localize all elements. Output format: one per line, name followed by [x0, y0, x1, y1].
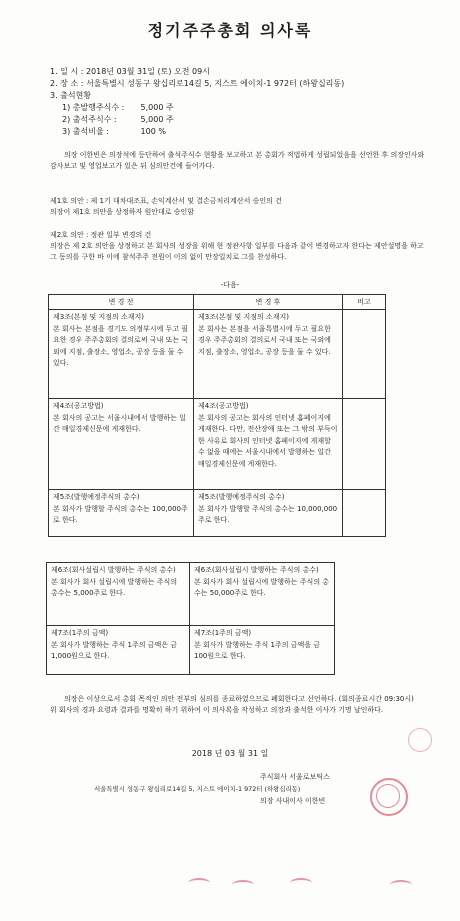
company-seal-inner-icon — [376, 784, 400, 808]
ratio-label: 3) 출석비율 : — [62, 127, 109, 136]
agenda-item-2: 제2호 의안 : 정관 일부 변경의 건 의장은 제 2호 의안을 상정하고 본 회사의 성장을 위해 현 정관사항 일부를 다음과 같이 변경하고자 한다는 제안설명을 하고 그 동의를 구한 바 이에 참석주주 전원이 이의 없이 만장일치로 그를 찬성하다. — [50, 231, 424, 262]
table-cell-before: 제3조(본점 및 지점의 소재지) 본 회사는 본점을 경기도 의정부시에 두고 필요한 경우 주주총회의 결의로써 국내 또는 국외에 지점, 출장소, 영업소, 공장 등을 둘 수 있다. — [48, 309, 194, 399]
issued-label: 1) 총발행주식수 : — [62, 103, 125, 112]
agenda-item-1: 제1호 의안 : 제 1기 대차대조표, 손익계산서 및 결손금처리계산서 승인의 건 의장이 제1호 의안을 상정하자 원안대로 승인함 — [50, 197, 282, 217]
issued-value: 5,000 주 — [140, 103, 174, 112]
table-cell-before: 제6조(회사설립시 발행하는 주식의 총수) 본 회사가 회사 설립시에 발행하는 주식의 총수는 5,000주로 한다. — [46, 562, 190, 626]
stamp-fragment-icon — [290, 878, 312, 888]
meeting-place: 2. 장 소 : 서울특별시 성동구 왕십리로14길 5, 지스트 에이치-1 972터 (하왕십리동) — [50, 79, 345, 88]
table-cell-after: 제7조(1주의 금액) 본 회사가 발행하는 주식 1주의 금액을 금 100원으로 한다. — [189, 625, 335, 675]
stamp-fragment-icon — [232, 880, 254, 890]
document-title: 정기주주총회 의사록 — [147, 21, 313, 40]
issued-shares-row — [62, 102, 174, 114]
sign-date: 2018 년 03 월 31 일 — [191, 749, 269, 758]
seal-mark-icon — [408, 728, 432, 752]
attended-value: 5,000 주 — [140, 115, 174, 124]
meeting-date: 1. 일 시 : 2018년 03월 31일 (토) 오전 09시 — [50, 67, 210, 76]
table-cell-after: 제6조(회사설립시 발행하는 주식의 총수) 본 회사가 회사 설립시에 발행하는 주식의 총수는 50,000주로 한다. — [189, 562, 335, 626]
table-cell-note — [342, 398, 386, 490]
company-name: 주식회사 서울로보틱스 — [260, 773, 330, 781]
table-cell-before: 제5조(발행예정주식의 총수) 본 회사가 발행할 주식의 총수는 100,000주로 한다. — [48, 489, 194, 537]
attendance-heading: 3. 출석현황 — [50, 91, 92, 100]
next-marker: -다음- — [220, 281, 240, 289]
table-cell-note — [342, 489, 386, 537]
header-after: 변 경 후 — [193, 294, 343, 310]
table-cell-before: 제7조(1주의 금액) 본 회사가 발행하는 주식 1주의 금액은 금 1,000원으로 한다. — [46, 625, 190, 675]
table-cell-after: 제4조(공고방법) 본 회사의 공고는 회사의 인터넷 홈페이지에 게재한다. 다만, 전산장애 또는 그 밖의 부득이한 사유로 회사의 인터넷 홈페이지에 게재할 수 없을 때에는 서울시내에서 발행하는 일간 매일경제신문에 게재한다. — [193, 398, 343, 490]
ratio-value: 100 % — [140, 127, 166, 136]
opening-paragraph: 의장 이한빈은 의장석에 등단하여 출석주식수 현황을 보고하고 본 총회가 적법하게 성립되었음을 선언한 후 의장인사와 감사보고 및 영업보고가 있은 뒤 심의안건에 들어가다. — [50, 151, 425, 171]
attendance-ratio-row — [62, 126, 166, 138]
company-representative: 의장 사내이사 이한빈 — [260, 797, 326, 805]
table-cell-before: 제4조(공고방법) 본 회사의 공고는 서울시내에서 발행하는 일간 매일경제신문에 게재한다. — [48, 398, 194, 490]
attended-label: 2) 출석주식수 : — [62, 115, 117, 124]
attended-shares-row — [62, 114, 174, 126]
stamp-fragment-icon — [188, 878, 210, 888]
company-address: 서울특별시 성동구 왕십리로14길 5, 지스트 에이치-1 972터 (하왕십리동) — [94, 785, 301, 793]
table-cell-after: 제3조(본점 및 지점의 소재지) 본 회사는 본점을 서울특별시에 두고 필요한 경우 주주총회의 결의로서 국내 또는 국외에 지점, 출장소, 영업소, 공장 등을 둘 수 있다. — [193, 309, 343, 399]
closing-paragraph: 의장은 이상으로서 총회 목적인 의안 전부의 심의를 종료하였으므로 폐회한다고 선언하다. (회의종료시간 09:30시) 위 회사의 경과 요령과 결과를 명확히 하기 위하여 이 의사록을 작성하고 의장과 출석한 이사가 기명 날인하다. — [50, 695, 414, 715]
stamp-fragment-icon — [390, 880, 412, 890]
header-before: 변 경 전 — [48, 294, 194, 310]
table-cell-after: 제5조(발행예정주식의 총수) 본 회사가 발행할 주식의 총수는 10,000,000주로 한다. — [193, 489, 343, 537]
header-note: 비고 — [342, 294, 386, 310]
table-cell-note — [342, 309, 386, 399]
